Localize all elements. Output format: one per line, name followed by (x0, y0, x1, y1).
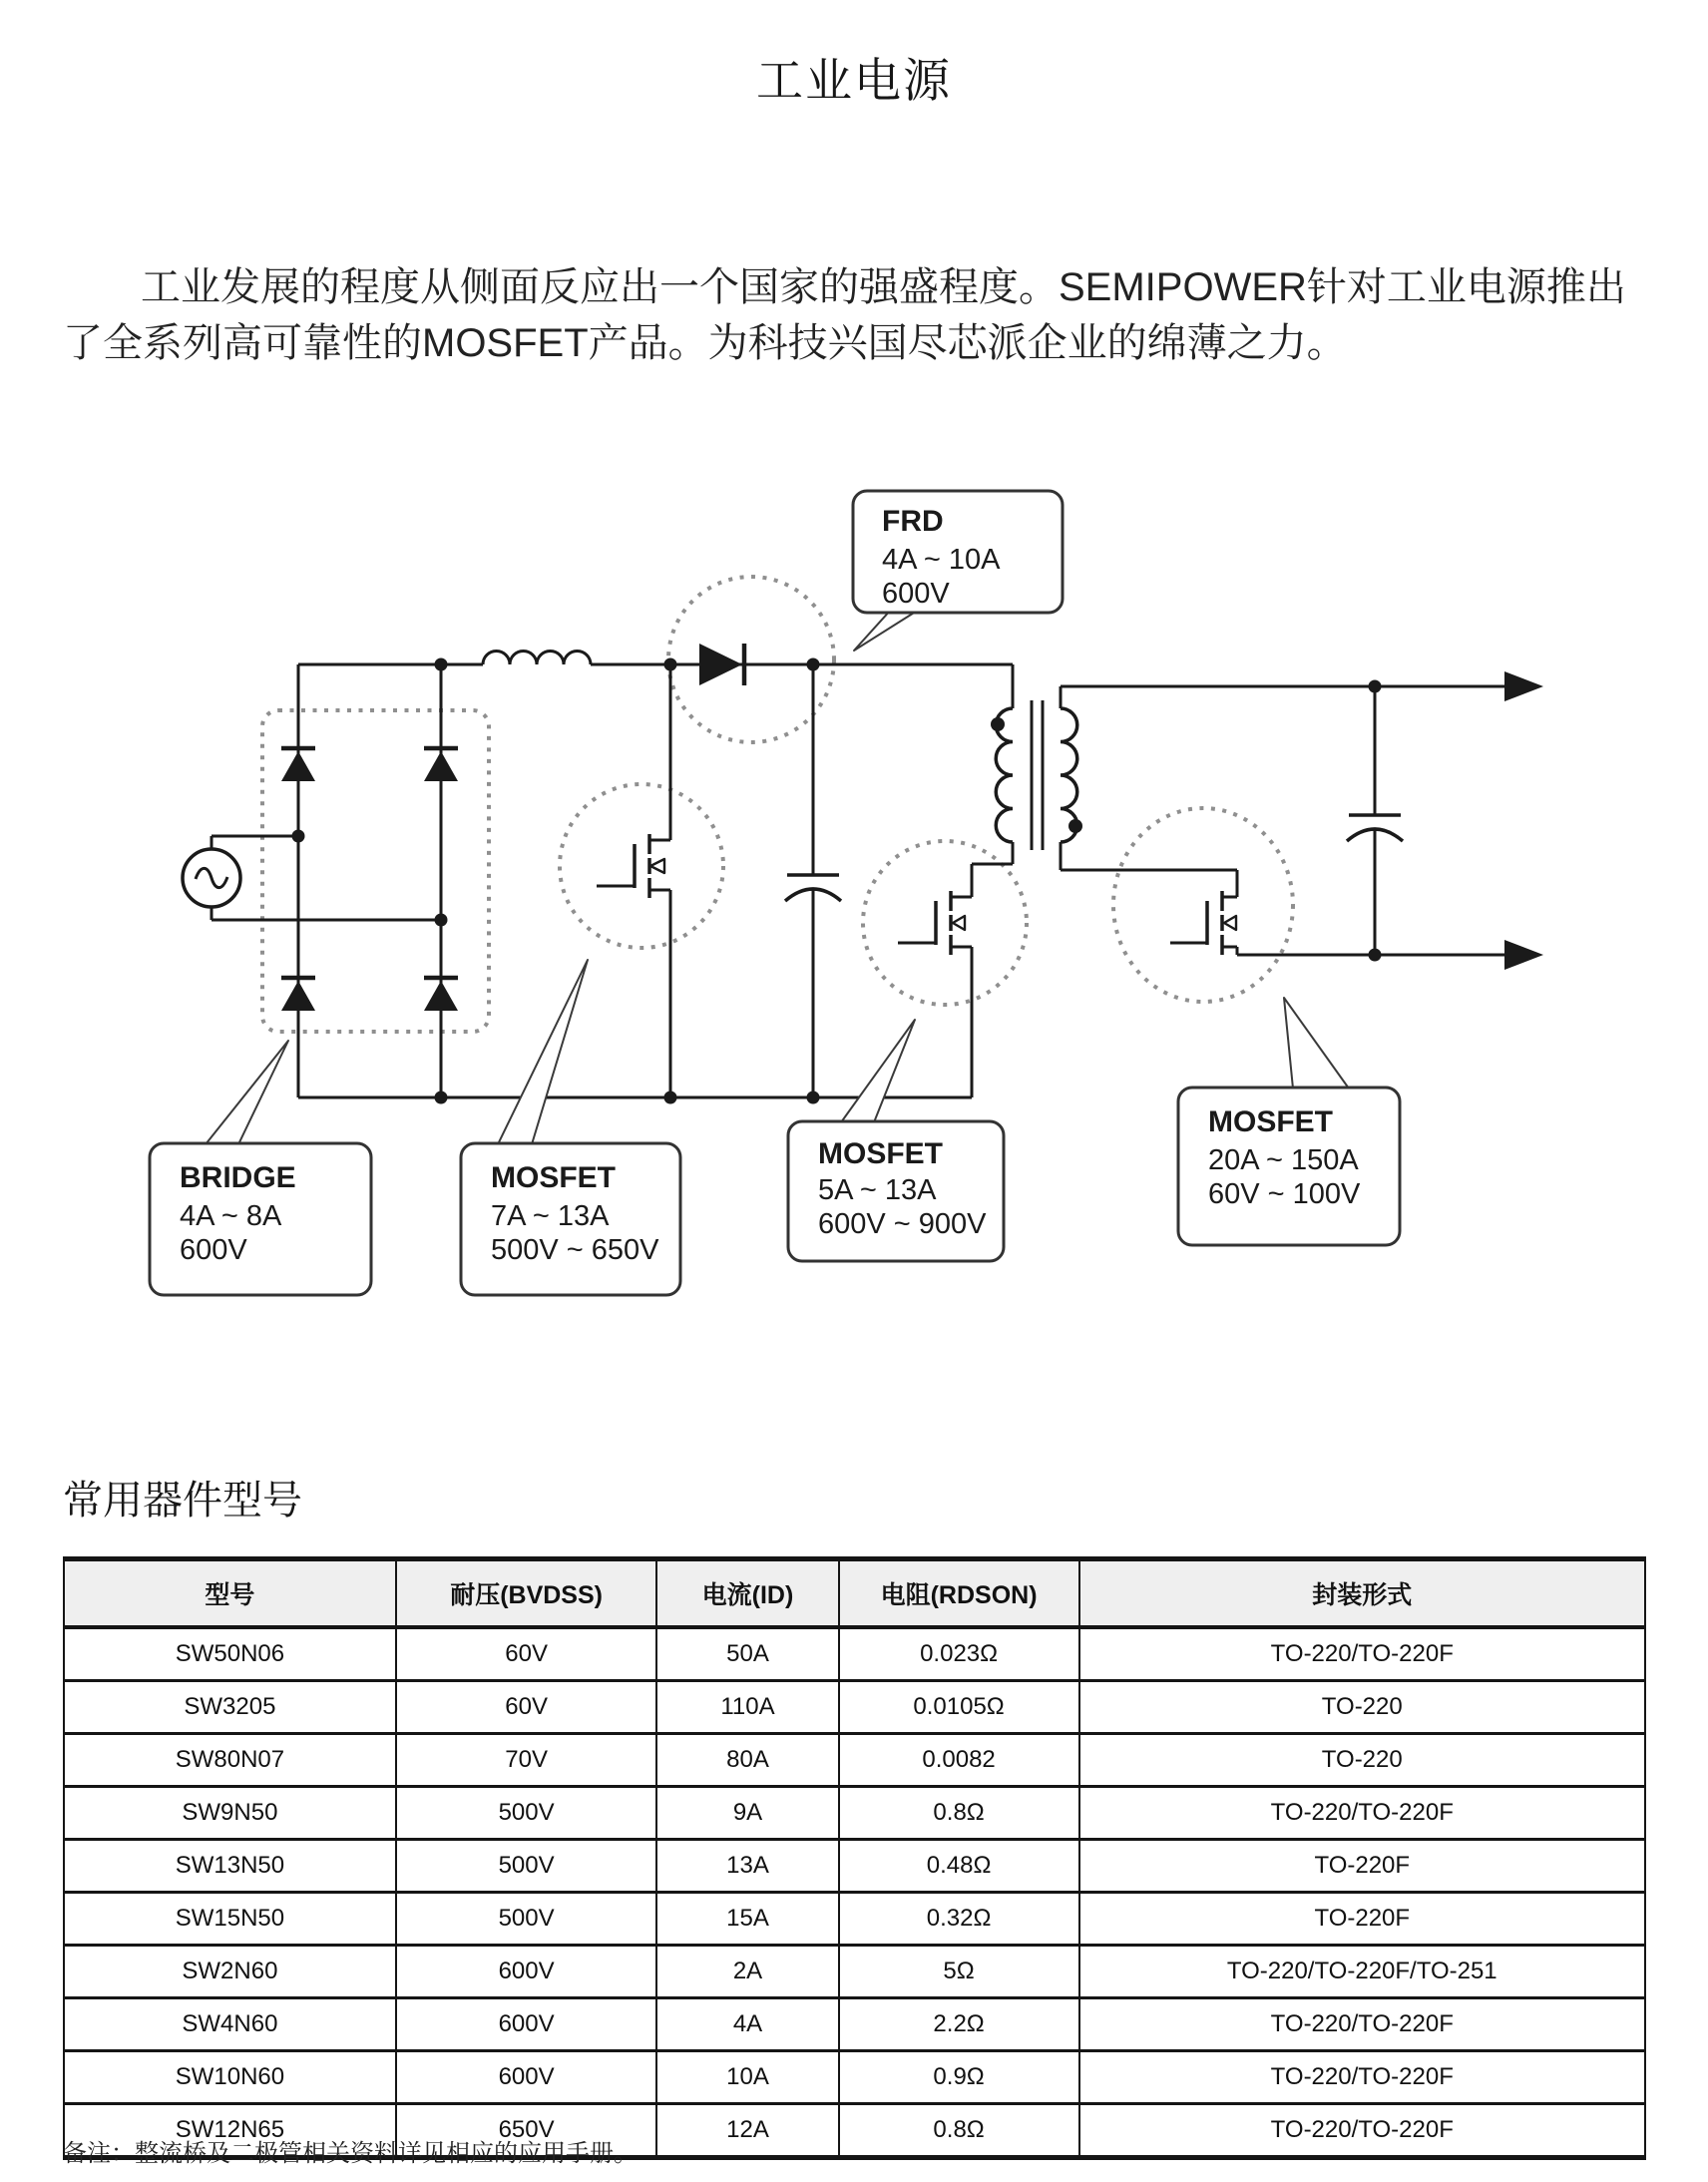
column-header: 封装形式 (1079, 1559, 1645, 1628)
callout-current: 5A ~ 13A (818, 1174, 937, 1206)
table-cell: TO-220F (1079, 1893, 1645, 1946)
table-row (64, 1787, 1645, 1840)
output-positive-arrow (1504, 671, 1543, 701)
table-row (64, 1627, 1645, 1681)
table-row (64, 1734, 1645, 1787)
table-cell: 500V (396, 1840, 657, 1893)
secondary-phase-dot (1068, 819, 1082, 833)
bulk-capacitor-symbol (785, 664, 841, 1097)
table-cell: 110A (656, 1681, 838, 1734)
table-row (64, 1946, 1645, 1998)
callout-title: MOSFET (818, 1137, 943, 1170)
callout-current: 4A ~ 10A (882, 544, 1001, 576)
page-title: 工业电源 (756, 54, 952, 107)
table-row (64, 2051, 1645, 2104)
callout-voltage: 60V ~ 100V (1208, 1178, 1361, 1210)
callout-mosfet-flyback (788, 1121, 1004, 1261)
table-row (64, 1893, 1645, 1946)
column-header: 电流(ID) (656, 1559, 838, 1628)
boost-mosfet-symbol (597, 664, 670, 1097)
callout-mosfet-boost (461, 1143, 680, 1295)
table-cell: 0.32Ω (839, 1893, 1079, 1946)
table-cell: 0.0082 (839, 1734, 1079, 1787)
footnote: 备注：整流桥及二极管相关资料详见相应的应用手册。 (63, 2140, 638, 2167)
sync-mosfet-symbol (1207, 891, 1222, 955)
table-cell: 60V (396, 1627, 657, 1681)
table-cell: 650V (396, 2104, 657, 2158)
callout-voltage: 600V (180, 1234, 247, 1266)
table-cell: 4A (656, 1998, 838, 2051)
table-cell: 500V (396, 1893, 657, 1946)
parts-table (63, 1556, 1646, 2160)
table-cell: SW15N50 (64, 1893, 396, 1946)
table-cell: 0.023Ω (839, 1627, 1079, 1681)
column-header: 耐压(BVDSS) (396, 1559, 657, 1628)
callout-voltage: 500V ~ 650V (491, 1234, 659, 1266)
callout-frd (853, 491, 1063, 613)
table-cell: 0.0105Ω (839, 1681, 1079, 1734)
callout-title: BRIDGE (180, 1161, 296, 1194)
table-cell: TO-220 (1079, 1681, 1645, 1734)
callout-voltage: 600V ~ 900V (818, 1208, 987, 1240)
table-cell: SW13N50 (64, 1840, 396, 1893)
table-cell: TO-220/TO-220F (1079, 1627, 1645, 1681)
inductor-symbol (483, 652, 591, 665)
table-cell: TO-220/TO-220F/TO-251 (1079, 1946, 1645, 1998)
table-row (64, 1998, 1645, 2051)
table-cell: 12A (656, 2104, 838, 2158)
callout-current: 20A ~ 150A (1208, 1144, 1359, 1176)
callout-leaders (206, 610, 1349, 1144)
table-cell: 2.2Ω (839, 1998, 1079, 2051)
junction-dots (292, 658, 1382, 1104)
table-cell: TO-220F (1079, 1840, 1645, 1893)
table-cell: SW50N06 (64, 1627, 396, 1681)
table-cell: SW12N65 (64, 2104, 396, 2158)
table-cell: SW3205 (64, 1681, 396, 1734)
dotted-highlights (262, 577, 1293, 1032)
flyback-mosfet-symbol (898, 842, 1013, 1097)
circuit-wiring (212, 652, 1013, 1098)
table-cell: TO-220/TO-220F (1079, 2051, 1645, 2104)
table-cell: 50A (656, 1627, 838, 1681)
table-cell: TO-220/TO-220F (1079, 2104, 1645, 2158)
table-cell: 0.8Ω (839, 1787, 1079, 1840)
bridge-rectifier-symbol (281, 748, 458, 1011)
table-cell: TO-220/TO-220F (1079, 1787, 1645, 1840)
table-cell: 0.8Ω (839, 2104, 1079, 2158)
table-cell: SW80N07 (64, 1734, 396, 1787)
output-negative-arrow (1504, 940, 1543, 970)
table-cell: SW9N50 (64, 1787, 396, 1840)
table-cell: TO-220 (1079, 1734, 1645, 1787)
transformer-symbol (991, 700, 1082, 850)
parts-table-body (64, 1627, 1645, 2158)
primary-phase-dot (991, 717, 1005, 731)
sync-mosfet-dotted-circle (1113, 808, 1293, 1002)
table-cell: 9A (656, 1787, 838, 1840)
table-cell: SW4N60 (64, 1998, 396, 2051)
table-cell: 15A (656, 1893, 838, 1946)
table-cell: 500V (396, 1787, 657, 1840)
callout-title: MOSFET (1208, 1105, 1333, 1138)
table-cell: SW2N60 (64, 1946, 396, 1998)
table-row (64, 1681, 1645, 1734)
secondary-side-wiring (1061, 671, 1543, 970)
table-cell: 80A (656, 1734, 838, 1787)
table-cell: SW10N60 (64, 2051, 396, 2104)
table-cell: 0.48Ω (839, 1840, 1079, 1893)
frd-diode-symbol (699, 644, 744, 685)
table-cell: TO-220/TO-220F (1079, 1998, 1645, 2051)
table-cell: 70V (396, 1734, 657, 1787)
table-cell: 10A (656, 2051, 838, 2104)
callout-title: FRD (882, 505, 944, 538)
column-header: 型号 (64, 1559, 396, 1628)
table-cell: 13A (656, 1840, 838, 1893)
intro-line-1: 工业发展的程度从侧面反应出一个国家的强盛程度。SEMIPOWER针对工业电源推出 (141, 265, 1626, 309)
table-header-row (64, 1559, 1645, 1628)
table-cell: 60V (396, 1681, 657, 1734)
table-cell: 600V (396, 1998, 657, 2051)
column-header: 电阻(RDSON) (839, 1559, 1079, 1628)
table-cell: 0.9Ω (839, 2051, 1079, 2104)
callout-bridge (150, 1143, 371, 1295)
intro-line-2: 了全系列高可靠性的MOSFET产品。为科技兴国尽芯派企业的绵薄之力。 (63, 321, 1347, 365)
boost-mosfet-dotted-circle (560, 784, 723, 948)
table-cell: 5Ω (839, 1946, 1079, 1998)
callout-mosfet-sync (1178, 1088, 1400, 1245)
callout-current: 4A ~ 8A (180, 1200, 282, 1232)
table-row (64, 1840, 1645, 1893)
callout-current: 7A ~ 13A (491, 1200, 610, 1232)
table-cell: 600V (396, 1946, 657, 1998)
callout-voltage: 600V (882, 578, 950, 610)
ac-source-symbol (183, 849, 240, 907)
section-heading: 常用器件型号 (63, 1479, 302, 1523)
flyback-mosfet-dotted-circle (863, 841, 1027, 1005)
callout-title: MOSFET (491, 1161, 616, 1194)
table-cell: 600V (396, 2051, 657, 2104)
table-cell: 2A (656, 1946, 838, 1998)
